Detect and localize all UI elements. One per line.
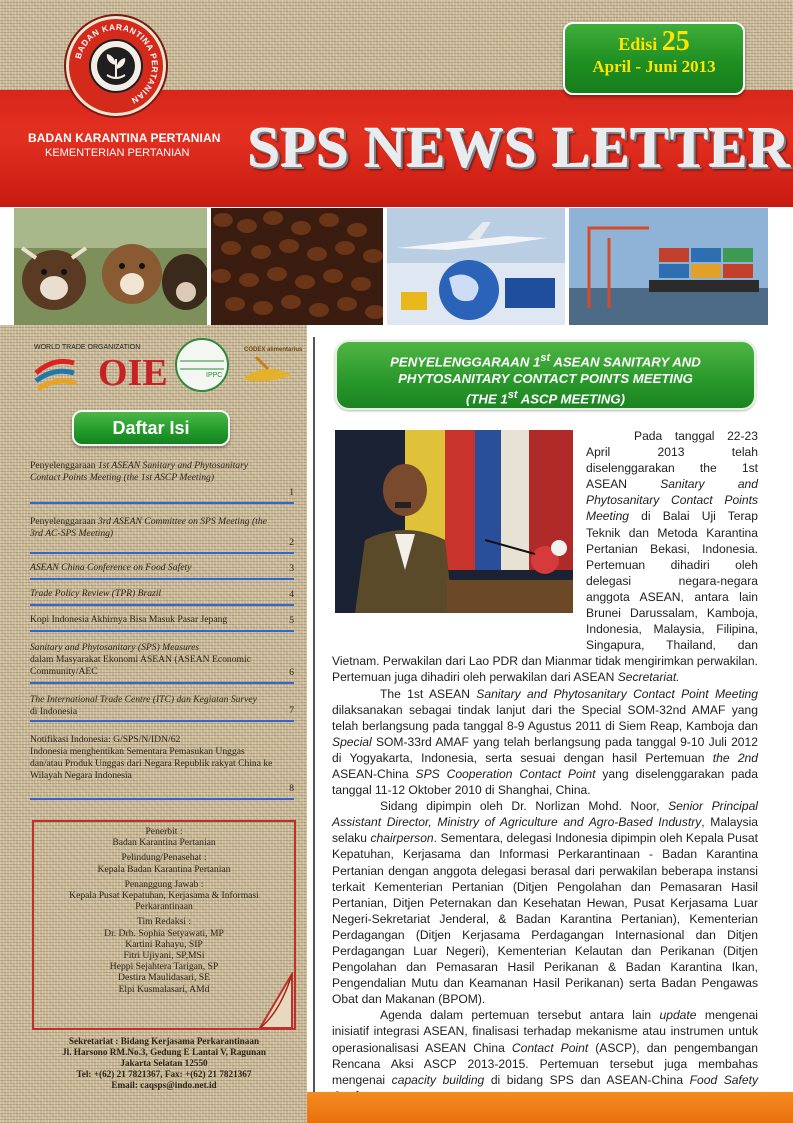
logo-plant-emblem (89, 39, 143, 93)
secretariat-line: Sekretariat : Bidang Kerjasama Perkarantinaan (68, 1036, 260, 1046)
toc-item[interactable] (30, 640, 294, 684)
title-sup: st (540, 352, 551, 364)
toc-page-number: 8 (289, 783, 294, 794)
masthead-title: SPS NEWS LETTER (248, 115, 791, 180)
partner-logos (30, 335, 310, 397)
patron-label: Pelindung/Penasehat : (121, 852, 207, 864)
secretariat-phone: Tel: +(62) 21 7821367, Fax: +(62) 21 7821367 (76, 1069, 252, 1079)
publisher-label: Penerbit : (145, 826, 183, 837)
toc-item-text-italic: Sanitary and Phytosanitary (SPS) Measures (30, 642, 200, 653)
toc-item[interactable] (30, 692, 294, 722)
text-run: SOM-33rd AMAF yang telah berlangsung pada tanggal 9-10 Juli 2012 di Yogyakarta, Indonesia, serta sesuai dengan hasil Pertemuan (332, 734, 758, 765)
page-curl-icon (258, 972, 294, 1030)
text-run-italic: SPS Cooperation Contact Point (415, 766, 596, 781)
edition-label: Edisi (618, 34, 658, 54)
text-run-italic: Sanitary and Phytosanitary Contact Points Meeting (586, 477, 758, 524)
toc-page-number: 4 (289, 589, 294, 600)
secretariat-line: Jakarta Selatan 12550 (120, 1058, 208, 1068)
header-photo-strip (14, 208, 768, 325)
text-run: mengenai inisiatif integrasi ASEAN, finalisasi terhadap mekanisme atau instrumen untuk operasionalisasi ASEAN China (332, 1008, 758, 1055)
text-run-italic: Contact Point (511, 1040, 589, 1055)
toc-page-number: 2 (289, 537, 294, 548)
toc-page-number: 7 (289, 705, 294, 716)
text-run-italic: update (659, 1008, 697, 1023)
text-run-italic: Food Safety (689, 1072, 759, 1087)
responsible-block (34, 879, 294, 913)
title-part: ASEAN SANITARY AND (550, 354, 701, 370)
editor-name: Dr. Drh. Sophia Setyawati, MP (104, 927, 224, 939)
secretariat-address (32, 1036, 296, 1091)
wto-text: WORLD TRADE ORGANIZATION (34, 344, 141, 351)
responsible-label: Penanggung Jawab : (124, 878, 204, 890)
toc-item-text: Kopi Indonesia Akhirnya Bisa Masuk Pasar Jepang (30, 614, 228, 625)
text-run: Pada tanggal 22-23 April 2013 telah diselenggarakan the 1st ASEAN (586, 429, 758, 492)
article-body (332, 428, 758, 1104)
toc-item[interactable] (30, 458, 294, 504)
title-part: (THE 1 (465, 391, 508, 407)
text-run: dilaksanakan sebagai tindak lanjut dari the Special SOM-32nd AMAF yang telah berlangsung pada tanggal 8-9 Agustus 2011 di Siem Reap, Kamboja dan (332, 702, 758, 733)
text-run-italic: Senior Principal Assistant Director, Ministry of Agriculture and Agro-Based Industry (332, 799, 758, 830)
logo-ring-text: BADAN KARANTINA PERTANIAN (72, 21, 161, 107)
text-run-italic: the 2nd (712, 750, 758, 765)
text-run: ASEAN-China (332, 766, 416, 781)
edition-period: April - Juni 2013 (592, 57, 716, 76)
oie-logo (98, 352, 168, 394)
toc-item-text: Indonesia menghentikan Sementara Pemasukan Unggas dan/atau Produk Unggas dari Negara Republik rakyat China ke Wilayah Negara Indonesia (30, 746, 273, 781)
article-title-line: PHYTOSANITARY CONTACT POINTS MEETING (398, 371, 693, 387)
column-divider (313, 337, 315, 1093)
toc-page-number: 1 (289, 487, 294, 498)
text-run-italic: Special (332, 734, 372, 749)
article-title-line (337, 387, 754, 407)
edition-badge (563, 22, 745, 95)
toc-item-text: Penyelenggaraan (30, 516, 98, 527)
codex-logo (242, 347, 303, 381)
codex-text: CODEX alimentarius (244, 347, 303, 353)
text-run: Sidang dipimpin oleh Dr. Norlizan Mohd. Noor, (380, 799, 669, 814)
toc-item-text: Notifikasi Indonesia: G/SPS/N/IDN/62 (30, 734, 181, 745)
article-paragraph (332, 686, 758, 799)
toc-item[interactable] (30, 560, 294, 580)
publisher-block (34, 826, 294, 848)
editor-name: Fitri Ujiyani, SP,MSi (123, 950, 205, 962)
text-run: di Balai Uji Terap Teknik dan Metoda Karantina Pertanian Bekasi, Indonesia. Pertemuan dihadiri oleh delegasi negara-negara anggota ASEAN, antara lain Brunei Darussalam, Kamboja, Indonesia, Malaysia, Filipina, Singapura, Thailand, dan Vietnam. Perwakilan dari Lao PDR dan Mianmar tidak mengirimkan perwakilan. Pertemuan juga dihadiri oleh perwakilan dari ASEAN (332, 509, 758, 685)
text-run: Agenda dalam pertemuan tersebut antara lain (380, 1008, 660, 1023)
editor-name: Heppi Sejahtera Tarigan, SP (109, 961, 219, 973)
table-of-contents-title: Daftar Isi (72, 410, 230, 446)
article-paragraph (332, 1007, 758, 1104)
secretariat-line: Jl. Harsono RM.No.3, Gedung E Lantai V, Ragunan (62, 1047, 266, 1057)
logistics-globe-photo (387, 208, 565, 325)
title-part: ASCP MEETING) (517, 391, 625, 407)
toc-item-text-italic: 1st ASEAN Sanitary and Phytosanitary Contact Points Meeting (the 1st ASCP Meeting) (30, 460, 249, 483)
title-part: PENYELENGGARAAN 1 (390, 354, 541, 370)
toc-item[interactable] (30, 612, 294, 632)
toc-item-text-italic: Trade Policy Review (TPR) Brazil (30, 588, 162, 599)
editorial-team-block (34, 916, 294, 994)
toc-item[interactable] (30, 514, 294, 554)
text-run: The 1st ASEAN (380, 686, 477, 701)
edition-number: 25 (661, 26, 690, 57)
publisher-value: Badan Karantina Pertanian (112, 837, 216, 849)
toc-item-text-italic: 3rd ASEAN Committee on SPS Meeting (the 3rd AC-SPS Meeting) (30, 516, 267, 539)
toc-item[interactable] (30, 732, 294, 800)
text-run-italic: chairperson (370, 831, 434, 846)
toc-page-number: 6 (289, 667, 294, 678)
text-run-italic: capacity building (391, 1072, 485, 1087)
photo-float-spacer (332, 428, 586, 643)
toc-item-text: dalam Masyarakat Ekonomi ASEAN (ASEAN Economic Community/AEC (30, 654, 251, 677)
text-run: (ASCP), dan pengembangan Rencana Aksi ASCP 2013-2015. Pertemuan tersebut juga membahas mengenai (332, 1040, 759, 1087)
plant-icon (95, 45, 137, 87)
secretariat-email: Email: caqsps@indo.net.id (111, 1080, 217, 1090)
patron-value: Kepala Badan Karantina Pertanian (97, 863, 231, 875)
ministry-name: KEMENTERIAN PERTANIAN (45, 147, 190, 159)
toc-item-text: Penyelenggaraan (30, 460, 98, 471)
editorial-team-label: Tim Redaksi : (136, 916, 192, 928)
title-sup: st (507, 389, 518, 402)
article-title-line (337, 350, 754, 370)
table-of-contents (30, 458, 294, 800)
toc-item[interactable] (30, 586, 294, 606)
text-run: di bidang SPS dan ASEAN-China (484, 1072, 690, 1087)
coffee-beans-photo (211, 208, 383, 325)
editor-name: Destira Maulidasari, SE (118, 972, 210, 984)
editor-name: Kartini Rahayu, SIP (125, 938, 203, 950)
agency-name: BADAN KARANTINA PERTANIAN (28, 131, 221, 145)
footer-sidebar-texture (0, 1092, 307, 1123)
text-run: yang diselenggarakan pada tanggal 11-12 Oktober 2010 di Shanghai, China. (332, 766, 758, 798)
toc-page-number: 3 (289, 563, 294, 574)
toc-item-text: di Indonesia (30, 706, 78, 717)
agency-logo (66, 16, 166, 116)
port-containers-photo (569, 208, 768, 325)
oie-text: OIE (98, 352, 168, 394)
responsible-value: Kepala Pusat Kepatuhan, Kerjasama & Informasi Perkarantinaan (69, 890, 259, 913)
text-run-italic: Sanitary and Phytosanitary Contact Point Meeting (476, 686, 758, 701)
article-paragraph (332, 798, 758, 1007)
edition-line (565, 26, 743, 57)
article-title (335, 340, 756, 410)
patron-block (34, 852, 294, 874)
cattle-photo (14, 208, 207, 325)
toc-item-text-italic: ASEAN China Conference on Food Safety (30, 562, 192, 573)
ippc-logo (176, 339, 228, 391)
editor-name: Elpi Kusmalasari, AMd (118, 983, 210, 995)
text-run: . Sementara, delegasi Indonesia dipimpin oleh Kepala Pusat Kepatuhan, Kerjasama dan Informasi Perkarantinaan - Badan Karantina Pertanian dengan anggota delegasi berasal dari perwakilan beberapa instansi terkait Kementerian Pertanian (Ditjen Pengolahan dan Pemasaran Hasil Pertanian, Ditjen Peternakan dan Kesehatan Hewan, Pusat Kerjasama Luar Negeri-Sekretariat Jenderal, & Badan Karantina Pertanian), Kementerian Perdagangan (Ditjen Kerjasama Perdagangan Internasional dan Ditjen Perdagangan Luar Negeri), Kementerian Kelautan dan Perikanan (Ditjen Pengolahan dan Pemasaran Hasil Perikanan & Badan Karantina Ikan, Pengendalian Mutu dan Keamanan Hasil Perikanan) serta Badan Pengawas Obat dan Makanan (BPOM). (332, 831, 758, 1007)
text-run: , Malaysia selaku (332, 815, 758, 846)
editorial-credits (32, 820, 296, 1030)
text-run-italic: Secretariat. (617, 670, 680, 685)
toc-item-text-italic: The International Trade Centre (ITC) dan Kegiatan Survey (30, 694, 257, 705)
ippc-text: IPPC (206, 372, 223, 379)
toc-page-number: 5 (289, 615, 294, 626)
